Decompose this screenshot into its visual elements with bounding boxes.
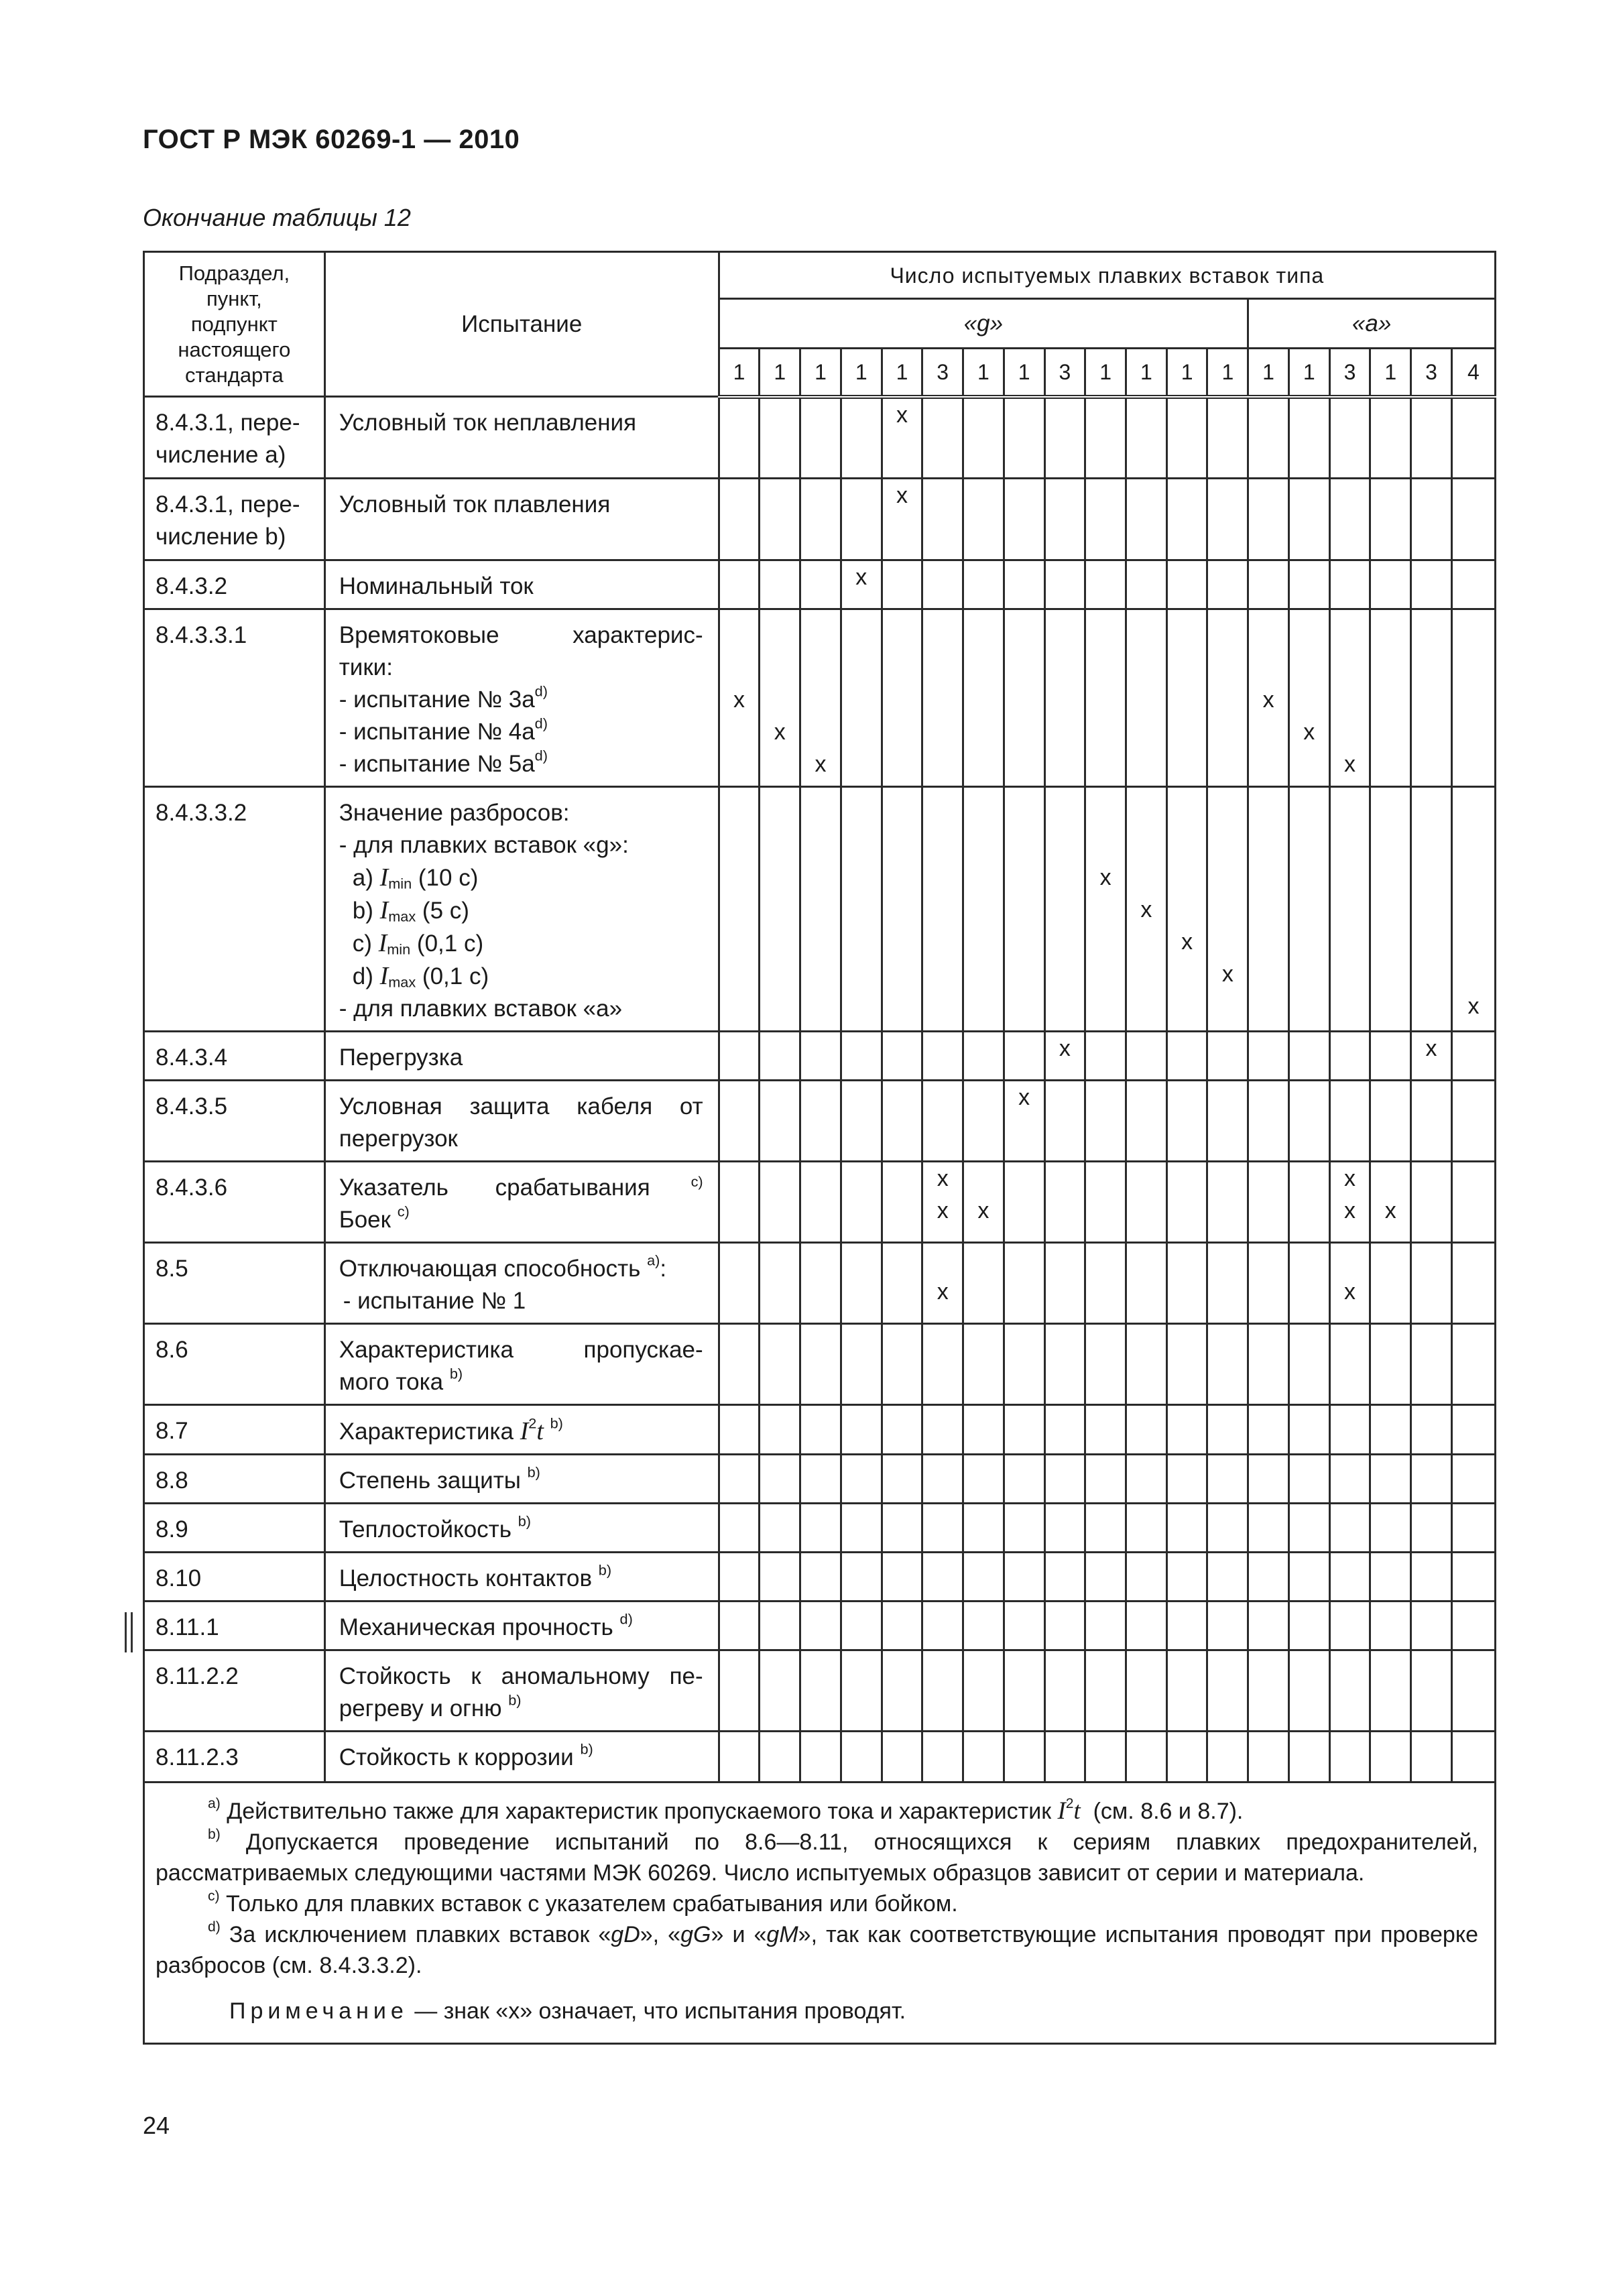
test-cell: Времятоковые характерис- тики: - испытание № $3a^{d)}$ - испытание № $4a^{d)}$ - испытание № $5a^{d)}$ — [324, 609, 719, 787]
footnote-c: $^{c)}$ Только для плавких вставок с указателем срабатывания или бойком. — [208, 1888, 958, 1917]
test-cell: Характеристика пропускае- мого тока $^{b)}$ — [324, 1324, 719, 1405]
header-group-g: «g» — [719, 299, 1248, 349]
test-cell: Целостность контактов $^{b)}$ — [324, 1553, 719, 1602]
section-cell: 8.4.3.1, пере- числение a) — [144, 397, 325, 479]
col-count: 1 — [1370, 349, 1411, 397]
col-count: 1 — [1248, 349, 1289, 397]
section-cell: 8.7 — [144, 1405, 325, 1455]
x-mark: x — [815, 751, 827, 777]
x-mark: x — [1059, 1036, 1071, 1061]
test-cell: Стойкость к аномальному пе- регреву и огню $^{b)}$ — [324, 1650, 719, 1732]
mark-cell — [1207, 787, 1248, 1032]
table-row — [144, 1504, 1496, 1553]
table-row — [144, 560, 1496, 609]
mark-cell — [1370, 1162, 1411, 1243]
test-cell: Теплостойкость $^{b)}$ — [324, 1504, 719, 1553]
x-mark: x — [937, 1279, 949, 1305]
table-row — [144, 1162, 1496, 1243]
header-group-a: «a» — [1248, 299, 1496, 349]
col-count: 4 — [1451, 349, 1495, 397]
col-count: 1 — [882, 349, 922, 397]
section-cell: 8.11.2.3 — [144, 1732, 325, 1783]
section-cell: 8.11.1 — [144, 1602, 325, 1650]
table-row — [144, 479, 1496, 560]
x-mark: x — [1344, 1279, 1356, 1305]
table-row — [144, 1732, 1496, 1783]
document-header: ГОСТ Р МЭК 60269-1 — 2010 — [143, 125, 520, 154]
col-count: 1 — [963, 349, 1004, 397]
header-row-1 — [144, 252, 1496, 299]
test-cell: Характеристика $I^2t$ $^{b)}$ — [324, 1405, 719, 1455]
table-row — [144, 1553, 1496, 1602]
test-cell: Степень защиты $^{b)}$ — [324, 1455, 719, 1504]
section-cell: 8.4.3.2 — [144, 560, 325, 609]
mark-cell — [1411, 1032, 1452, 1081]
table-row — [144, 609, 1496, 787]
test-cell: Перегрузка — [324, 1032, 719, 1081]
x-mark: x — [977, 1198, 989, 1223]
mark-cell — [1004, 1081, 1044, 1162]
test-cell: Номинальный ток — [324, 560, 719, 609]
section-cell: 8.8 — [144, 1455, 325, 1504]
table-row — [144, 1602, 1496, 1650]
x-mark: x — [937, 1198, 949, 1223]
test-cell: Условный ток неплавления — [324, 397, 719, 479]
x-mark: x — [1221, 961, 1234, 987]
header-test: Испытание — [324, 252, 719, 397]
section-cell: 8.10 — [144, 1553, 325, 1602]
x-mark: x — [1467, 993, 1480, 1019]
mark-cell — [1329, 609, 1370, 787]
x-mark: x — [1425, 1036, 1437, 1061]
test-cell: Условный ток плавления — [324, 479, 719, 560]
section-cell: 8.11.2.2 — [144, 1650, 325, 1732]
col-count: 3 — [1329, 349, 1370, 397]
mark-cell — [1085, 787, 1126, 1032]
footnotes-row — [144, 1783, 1496, 2044]
x-mark: x — [1018, 1085, 1030, 1110]
mark-cell — [800, 609, 841, 787]
footnote-a: $^{a)}$ Действительно также для характеристик пропускаемого тока и характеристик $I^2t$ (см. 8.6 и 8.7). — [208, 1796, 1244, 1824]
mark-cell — [882, 397, 922, 479]
mark-cell — [760, 609, 800, 787]
table-note: Примечание — знак «x» означает, что испытания проводят. — [229, 1998, 906, 2024]
mark-cell — [1126, 787, 1167, 1032]
mark-cell — [1329, 1162, 1370, 1243]
footnote-d: $^{d)}$ За исключением плавких вставок «gD», «gG» и «gM», так как соответствующие испытания проводят при проверке разбросов (см. 8.4.3.3.2). — [156, 1919, 1479, 1978]
col-count: 1 — [1166, 349, 1207, 397]
col-count: 1 — [760, 349, 800, 397]
x-mark: x — [855, 564, 867, 590]
col-count: 3 — [922, 349, 963, 397]
mark-cell — [963, 1162, 1004, 1243]
mark-cell — [719, 609, 760, 787]
header-count: Число испытуемых плавких вставок типа — [719, 252, 1495, 299]
test-cell: Стойкость к коррозии $^{b)}$ — [324, 1732, 719, 1783]
table-row — [144, 1081, 1496, 1162]
mark-cell — [1166, 787, 1207, 1032]
mark-cell — [1451, 787, 1495, 1032]
mark-cell — [841, 560, 882, 609]
section-cell: 8.9 — [144, 1504, 325, 1553]
table-row — [144, 397, 1496, 479]
col-count: 3 — [1411, 349, 1452, 397]
test-table — [143, 251, 1496, 2045]
header-section: Подраздел, пункт, подпункт настоящего стандарта — [144, 252, 325, 397]
x-mark: x — [1099, 865, 1111, 890]
section-cell: 8.4.3.3.2 — [144, 787, 325, 1032]
change-bar — [125, 1612, 133, 1652]
col-count: 1 — [719, 349, 760, 397]
table-row — [144, 787, 1496, 1032]
table-row — [144, 1243, 1496, 1324]
section-cell: 8.4.3.6 — [144, 1162, 325, 1243]
test-cell: Условная защита кабеля от перегрузок — [324, 1081, 719, 1162]
x-mark: x — [896, 483, 908, 508]
table-caption: Окончание таблицы 12 — [143, 204, 411, 231]
col-count: 1 — [1085, 349, 1126, 397]
col-count: 1 — [800, 349, 841, 397]
section-cell: 8.4.3.1, пере- числение b) — [144, 479, 325, 560]
section-cell: 8.4.3.4 — [144, 1032, 325, 1081]
x-mark: x — [896, 402, 908, 428]
mark-cell — [1248, 609, 1289, 787]
test-cell: Указатель срабатывания c) Боек $^{c)}$ — [324, 1162, 719, 1243]
col-count: 1 — [1126, 349, 1167, 397]
x-mark: x — [1344, 751, 1356, 777]
x-mark: x — [1140, 897, 1152, 922]
section-cell: 8.4.3.3.1 — [144, 609, 325, 787]
x-mark: x — [937, 1166, 949, 1191]
mark-cell — [1044, 1032, 1085, 1081]
test-cell: Значение разбросов: - для плавких вставок «g»: a) $I_{min}$ (10 с) b) $I_{max}$ (5 с) c) $I_{min}$ (0,1 с) d) $I_{max}$ (0,1 с) - для плавких вставок «a» — [324, 787, 719, 1032]
x-mark: x — [1181, 929, 1193, 955]
test-cell: Отключающая способность $^{a)}$: - испытание № 1 — [324, 1243, 719, 1324]
x-mark: x — [733, 687, 745, 713]
x-mark: x — [1344, 1198, 1356, 1223]
col-count: 1 — [1288, 349, 1329, 397]
mark-cell — [922, 1162, 963, 1243]
col-count: 1 — [841, 349, 882, 397]
footnotes — [144, 1783, 1496, 2044]
x-mark: x — [1384, 1198, 1396, 1223]
table-row — [144, 1032, 1496, 1081]
footnote-b: $^{b)}$ Допускается проведение испытаний по 8.6—8.11, относящихся к сериям плавких предохранителей, рассматриваемых следующими частями МЭК 60269. Число испытуемых образцов зависит от серии и материала. — [156, 1827, 1479, 1886]
mark-cell — [1288, 609, 1329, 787]
col-count: 3 — [1044, 349, 1085, 397]
mark-cell — [882, 479, 922, 560]
test-cell: Механическая прочность $^{d)}$ — [324, 1602, 719, 1650]
mark-cell — [1329, 1243, 1370, 1324]
table-row — [144, 1324, 1496, 1405]
mark-cell — [922, 1243, 963, 1324]
x-mark: x — [774, 719, 786, 745]
table-row — [144, 1455, 1496, 1504]
col-count: 1 — [1004, 349, 1044, 397]
x-mark: x — [1344, 1166, 1356, 1191]
col-count: 1 — [1207, 349, 1248, 397]
x-mark: x — [1303, 719, 1315, 745]
table-row — [144, 1650, 1496, 1732]
x-mark: x — [1262, 687, 1274, 713]
table-row — [144, 1405, 1496, 1455]
section-cell: 8.5 — [144, 1243, 325, 1324]
section-cell: 8.6 — [144, 1324, 325, 1405]
page-number: 24 — [143, 2112, 170, 2139]
section-cell: 8.4.3.5 — [144, 1081, 325, 1162]
